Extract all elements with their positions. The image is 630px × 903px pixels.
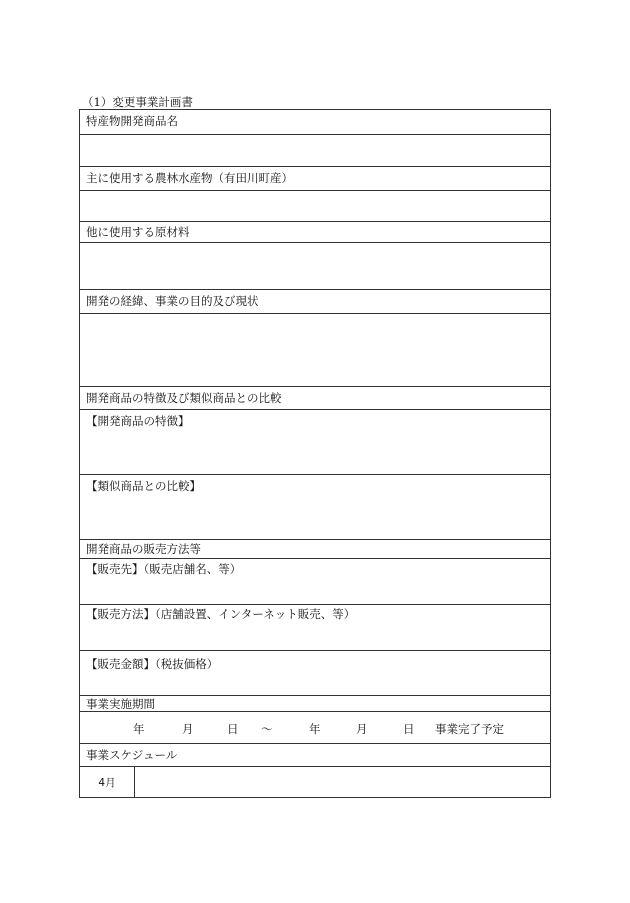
period-day-end: 日 [403,722,415,736]
sales-dest-label: 【販売先】（販売店舗名、等） [86,562,242,576]
period-complete: 事業完了予定 [435,722,504,736]
background-field[interactable] [80,313,550,386]
period-year-end: 年 [309,722,321,736]
features-field[interactable] [80,409,550,474]
background-label: 開発の経緯、事業の目的及び現状 [86,294,259,308]
period-month-end: 月 [356,722,368,736]
schedule-label: 事業スケジュール [86,748,178,762]
schedule-cell[interactable] [135,767,550,797]
sales-method-field[interactable] [80,604,550,650]
main-material-label-row [80,166,550,190]
period-day-start: 日 [227,722,239,736]
sales-label-row [80,539,550,558]
main-material-label: 主に使用する農林水産物（有田川町産） [86,171,293,185]
period-line [80,712,550,743]
period-label-row [80,695,550,711]
other-material-label-row [80,221,550,242]
sales-price-field[interactable] [80,650,550,695]
features-sub-label: 【開発商品の特徴】 [86,414,190,428]
main-material-field[interactable] [80,190,550,221]
schedule-grid [80,767,550,797]
other-material-label: 他に使用する原材料 [86,225,190,239]
schedule-label-row [80,743,550,766]
period-month-start: 月 [182,722,194,736]
sales-method-label: 【販売方法】（店舗設置、インターネット販売、等） [86,607,356,621]
plan-form [79,109,551,798]
period-label: 事業実施期間 [86,697,155,711]
features-label: 開発商品の特徴及び類似商品との比較 [86,391,282,405]
period-tilde: ～ [261,722,273,736]
period-year-start: 年 [133,722,145,736]
compare-field[interactable] [80,474,550,539]
schedule-row [80,766,550,797]
product-name-label: 特産物開発商品名 [86,114,178,128]
sales-dest-field[interactable] [80,558,550,604]
schedule-month: 4月 [80,767,135,797]
period-row[interactable] [80,711,550,743]
product-name-label-row [80,110,550,134]
sales-price-label: 【販売金額】（税抜価格） [86,657,219,671]
other-material-field[interactable] [80,242,550,289]
product-name-field[interactable] [80,134,550,166]
form-caption: （1）変更事業計画書 [82,95,193,109]
compare-sub-label: 【類似商品との比較】 [86,479,201,493]
background-label-row [80,289,550,313]
features-label-row [80,386,550,409]
sales-label: 開発商品の販売方法等 [86,542,201,556]
